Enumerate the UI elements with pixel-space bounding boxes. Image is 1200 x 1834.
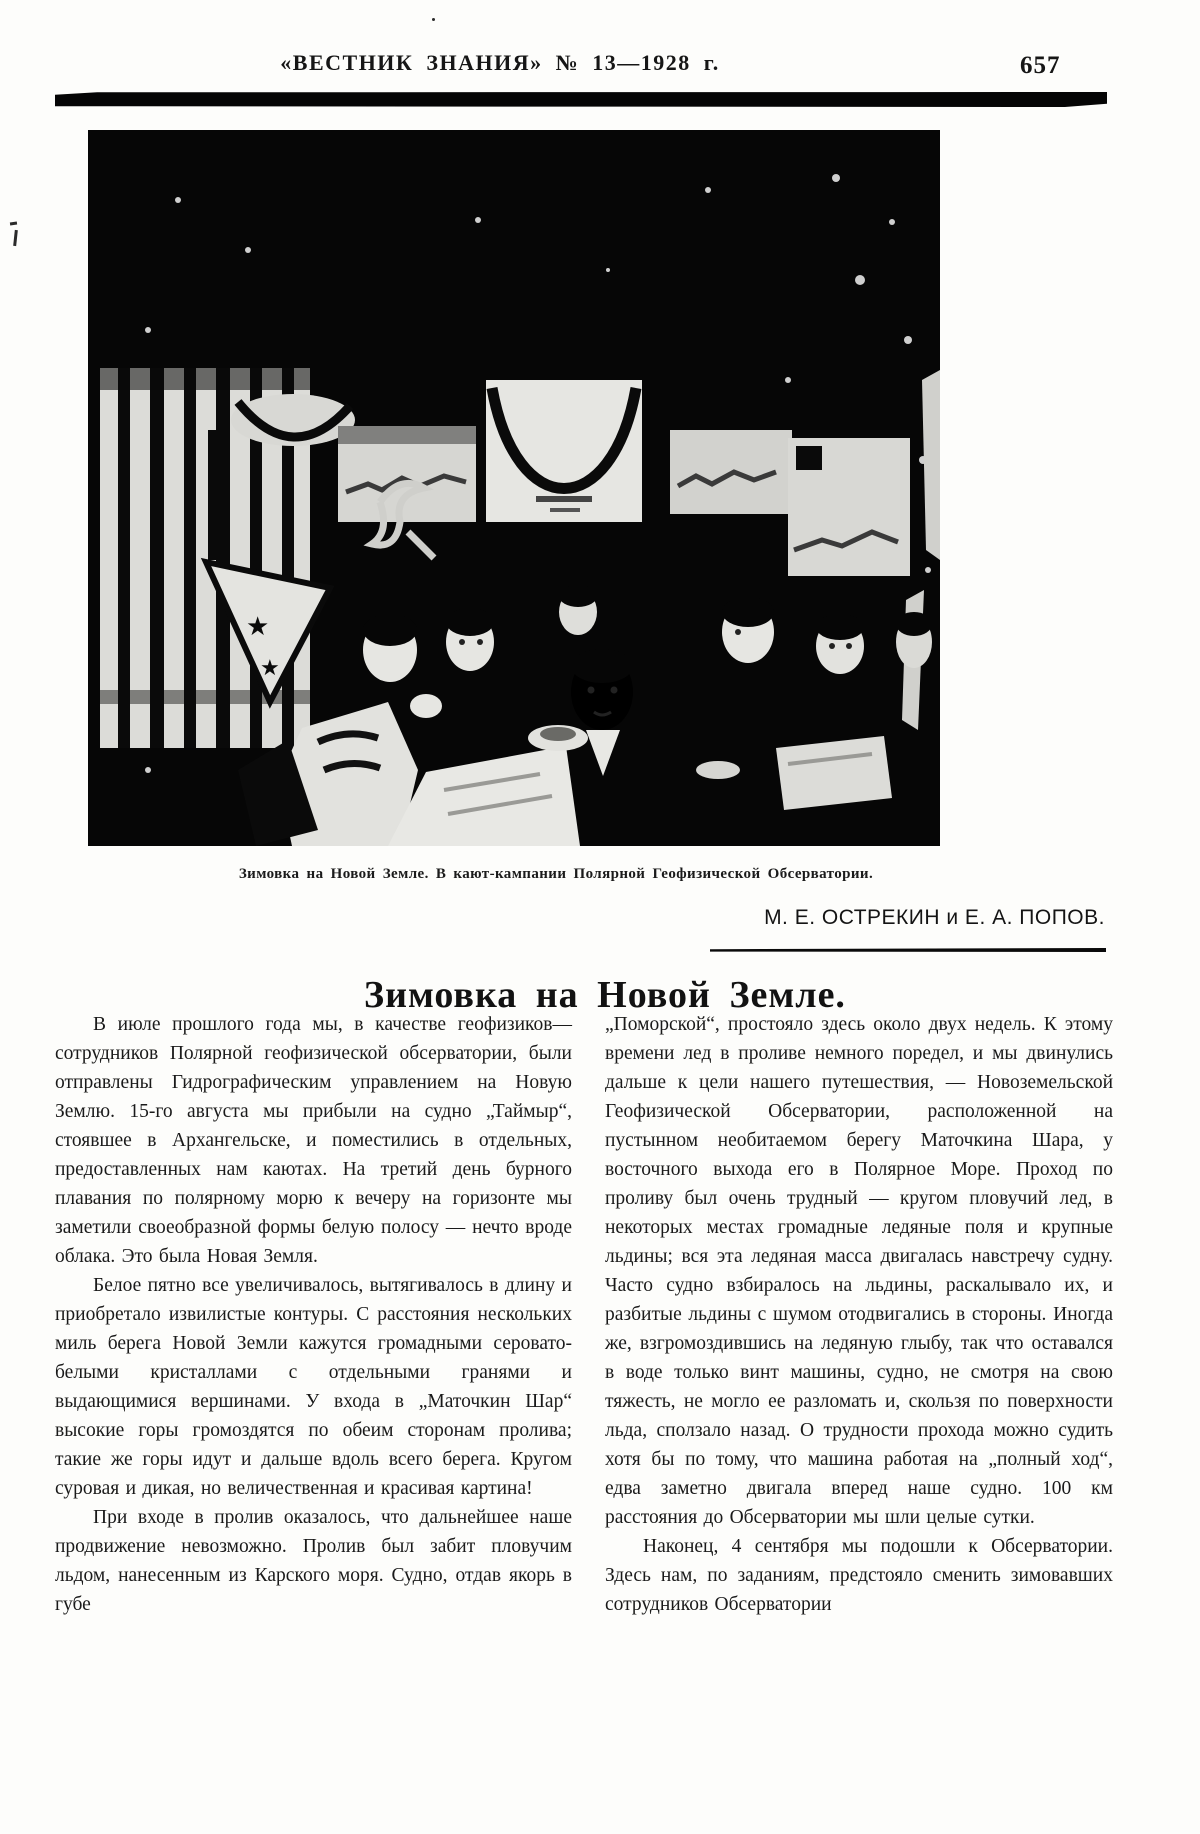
paragraph: При входе в пролив оказалось, что дальнейшее наше продвижение невозможно. Пролив был забит пловучим льдом, нанесенным из Карского моря. Судно, отдав якорь в губе	[55, 1507, 572, 1615]
wardroom-photo-art	[88, 130, 940, 846]
page-number: 657	[1020, 52, 1061, 79]
paragraph: „Поморской“, простояло здесь около двух недель. К этому времени лед в проливе немного поредел, и мы двинулись дальше к цели нашего путешествия, — Новоземельской Геофизической Обсерватории, расположенной на пустынном необитаемом берегу Маточкина Шара, у восточного выхода его в Полярное Море. Проход по проливу был очень трудный — кругом пловучий лед, в некоторых местах громадные ледяные поля и крупные льдины; вся эта ледяная масса двигалась навстречу судну. Часто судно взбиралось на льдины, раскалывало их, и разбитые льдины с шумом отодвигались в стороны. Иногда же, взгромоздившись на ледяную глыбу, так что оставался в воде только винт машины, судно, не смотря на свою тяжесть, не могло ее разломать и, скользя по поверхности льда, сползало назад. О трудности прохода можно судить хотя бы по тому, что машина работая на „полный ход“, едва заметно двигала вперед наше судно. 100 км расстояния до Обсерватории мы шли целые сутки.	[605, 1014, 1113, 1528]
scan-artifact	[10, 222, 17, 226]
byline-rule	[710, 948, 1106, 952]
scan-artifact	[13, 230, 18, 246]
star-icon: ★	[260, 655, 280, 680]
header-rule	[55, 92, 1107, 107]
paragraph: Белое пятно все увеличивалось, вытягивалось в длину и приобретало извилистые контуры. С расстояния нескольких миль берега Новой Земли кажутся громадными серовато-белыми кристаллами с отдельными гранями и выдающимися вершинами. У входа в „Маточкин Шар“ высокие горы громоздятся по обеим сторонам пролива; такие же горы идут и дальше вдоль всего берега. Кругом суровая и дикая, но величественная и красивая картина!	[55, 1275, 572, 1499]
paragraph: В июле прошлого года мы, в качестве геофизиков—сотрудников Полярной геофизической обсерватории, были отправлены Гидрографическим управлением на Новую Землю. 15-го августа мы прибыли на судно „Таймыр“, стоявшее в Архангельске, и поместились в отдельных, предоставленных нам каютах. На третий день бурного плавания по полярному морю к вечеру на горизонте мы заметили своеобразной формы белую полосу — нечто вроде облака. Это была Новая Земля.	[55, 1014, 572, 1267]
article-byline: М. Е. ОСТРЕКИН и Е. А. ПОПОВ.	[764, 906, 1105, 929]
scan-artifact	[432, 18, 435, 21]
wall-picture-map	[788, 438, 910, 576]
wardroom-photo	[88, 130, 940, 846]
star-icon: ★	[246, 612, 270, 641]
hanging-cord	[231, 394, 355, 446]
wall-picture-right	[670, 430, 792, 514]
wall-picture-ship	[338, 426, 476, 522]
article-title: Зимовка на Новой Земле.	[364, 974, 846, 1017]
right-column	[605, 1010, 1113, 1619]
photo-caption: Зимовка на Новой Земле. В кают-кампании Полярной Геофизической Обсерватории.	[238, 866, 874, 882]
journal-header: «ВЕСТНИК ЗНАНИЯ» № 13—1928 г.	[280, 50, 720, 75]
wall-picture-curve	[486, 380, 642, 522]
paragraph: Наконец, 4 сентября мы подошли к Обсерватории. Здесь нам, по заданиям, предстояло сменить зимовавших сотрудников Обсерватории	[605, 1536, 1113, 1615]
left-column	[55, 1010, 572, 1619]
